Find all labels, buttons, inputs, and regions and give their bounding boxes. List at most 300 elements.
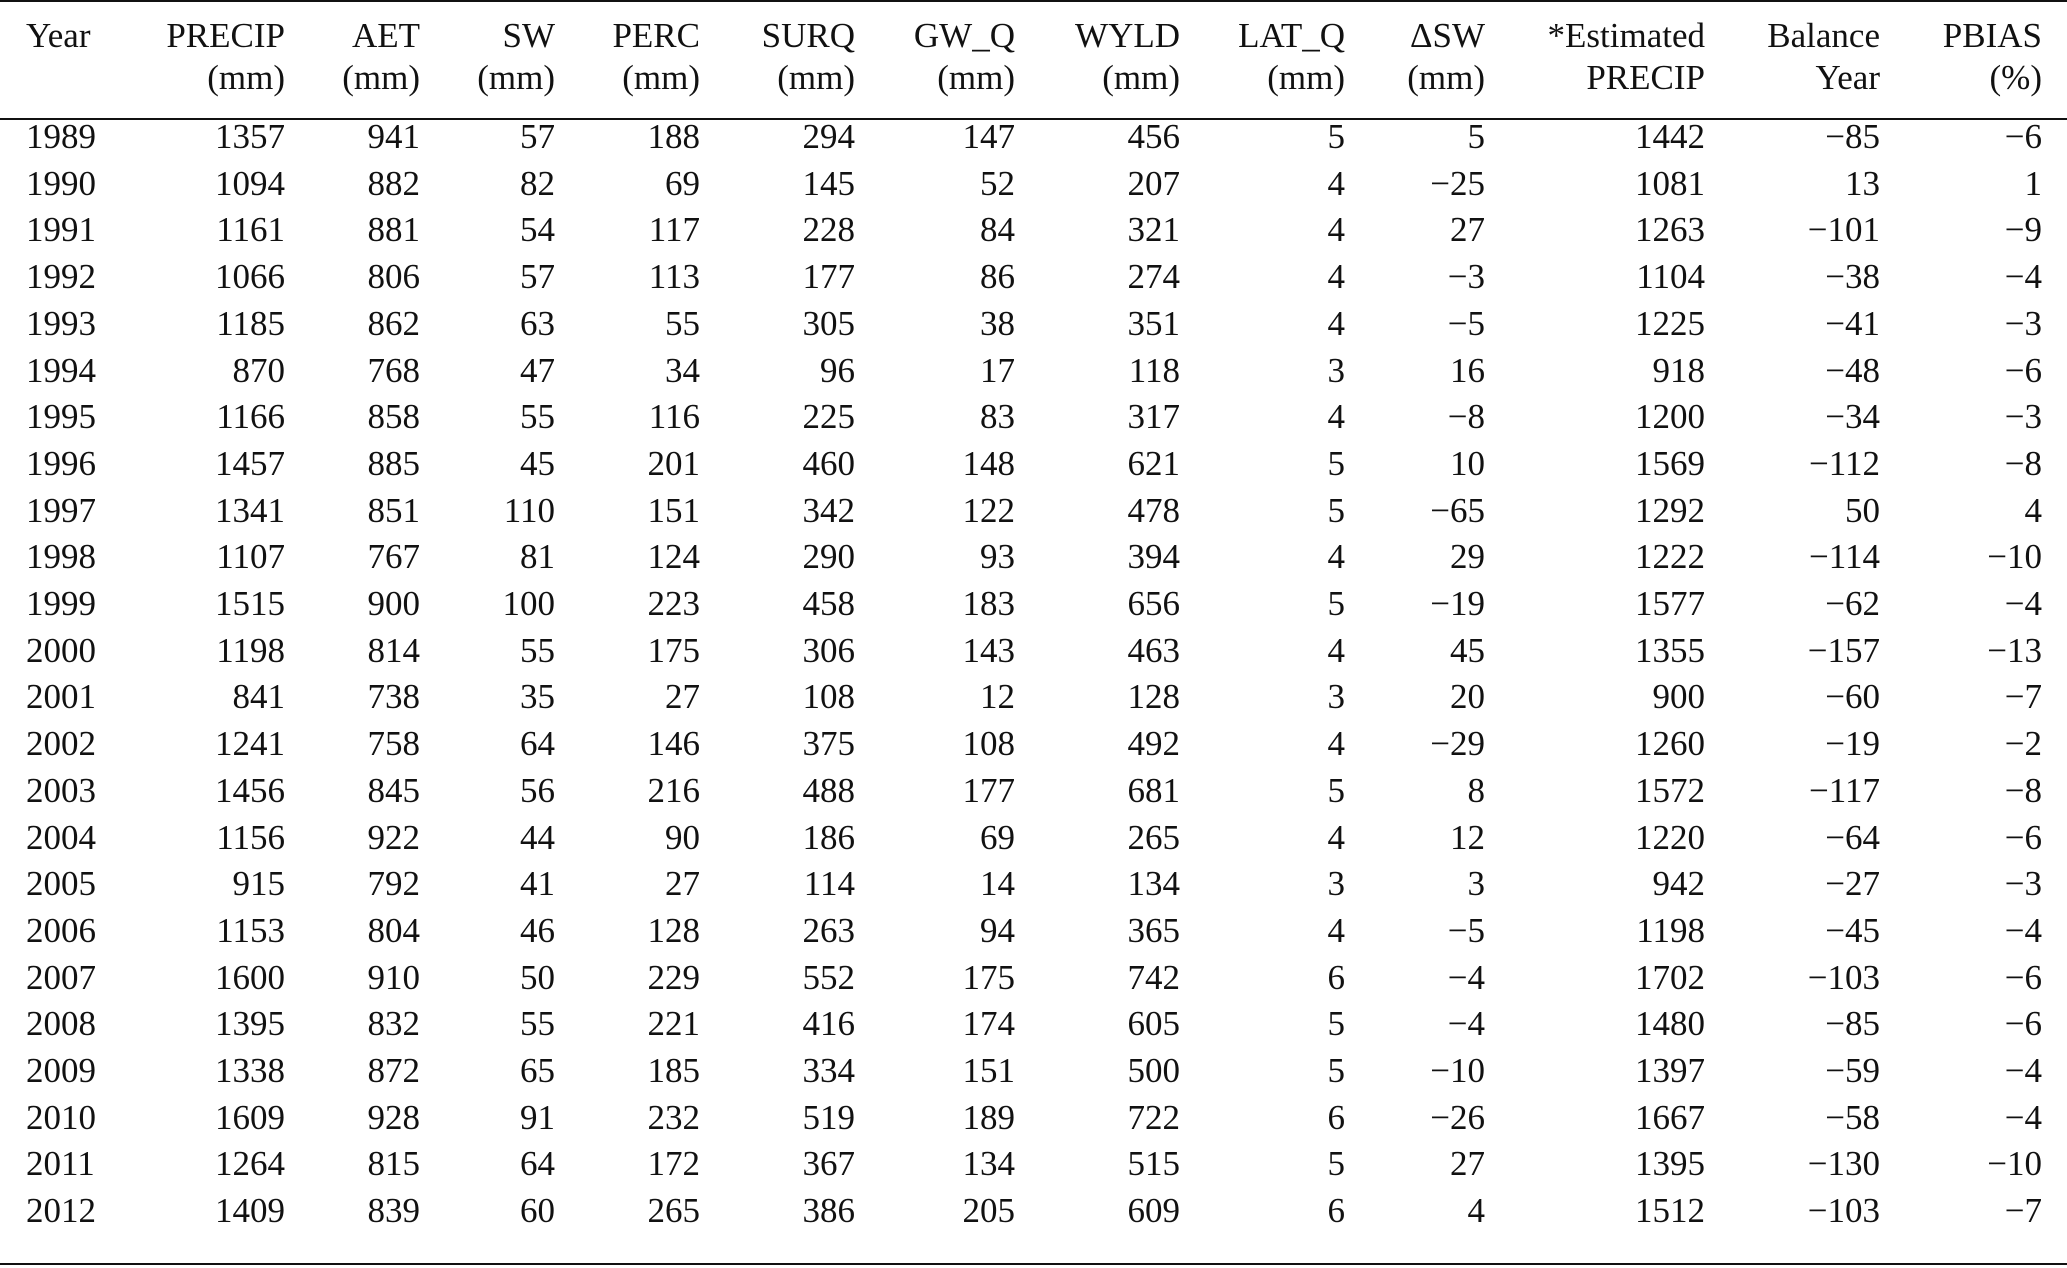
table-cell: 463 (1127, 630, 1180, 670)
table-cell: 1264 (215, 1144, 285, 1184)
table-cell: 1395 (215, 1004, 285, 1044)
table-cell: 681 (1127, 770, 1180, 810)
table-cell: 609 (1127, 1191, 1180, 1231)
table-cell: −27 (1825, 864, 1880, 904)
table-cell: 872 (367, 1051, 420, 1091)
table-cell: 143 (962, 630, 1015, 670)
header-cell-line1: Year (26, 16, 91, 55)
table-cell: −3 (1447, 257, 1485, 297)
table-cell: 1512 (1635, 1191, 1705, 1231)
year-cell: 2006 (26, 910, 96, 950)
header-cell-line2: (mm) (1407, 58, 1485, 97)
table-cell: 124 (647, 537, 700, 577)
table-cell: 738 (367, 677, 420, 717)
table-row (0, 721, 2067, 768)
table-cell: 17 (980, 350, 1015, 390)
table-cell: 6 (1327, 1097, 1345, 1137)
table-cell: 1081 (1635, 163, 1705, 203)
table-cell: 1 (2024, 163, 2042, 203)
table-cell: 858 (367, 397, 420, 437)
table-cell: 4 (1327, 303, 1345, 343)
year-cell: 1994 (26, 350, 96, 390)
table-cell: 500 (1127, 1051, 1180, 1091)
table-cell: −3 (2004, 303, 2042, 343)
table-cell: −6 (2004, 817, 2042, 857)
table-cell: 221 (647, 1004, 700, 1044)
table-cell: 1480 (1635, 1004, 1705, 1044)
table-cell: 342 (802, 490, 855, 530)
table-cell: 134 (962, 1144, 1015, 1184)
table-cell: 56 (520, 770, 555, 810)
table-row (0, 254, 2067, 301)
header-cell-line1: SURQ (761, 16, 855, 55)
header-cell-line2: (mm) (477, 58, 555, 97)
bottom-rule (0, 1263, 2067, 1265)
table-cell: 63 (520, 303, 555, 343)
table-cell: 1600 (215, 957, 285, 997)
table-cell: 60 (520, 1191, 555, 1231)
table-cell: 862 (367, 303, 420, 343)
table-cell: 621 (1127, 443, 1180, 483)
table-cell: −6 (2004, 957, 2042, 997)
table-cell: 228 (802, 210, 855, 250)
year-cell: 2002 (26, 724, 96, 764)
table-row (0, 301, 2067, 348)
table-cell: 55 (665, 303, 700, 343)
year-cell: 1993 (26, 303, 96, 343)
table-cell: −4 (2004, 1051, 2042, 1091)
table-cell: 84 (980, 210, 1015, 250)
year-cell: 2004 (26, 817, 96, 857)
table-row (0, 114, 2067, 161)
table-row (0, 1188, 2067, 1235)
header-cell-line1: PBIAS (1942, 16, 2042, 55)
table-cell: 1569 (1635, 443, 1705, 483)
header-cell-line2: (mm) (1267, 58, 1345, 97)
table-cell: −101 (1807, 210, 1880, 250)
table-cell: 656 (1127, 584, 1180, 624)
table-cell: 177 (962, 770, 1015, 810)
table-cell: 1395 (1635, 1144, 1705, 1184)
table-cell: −4 (1447, 1004, 1485, 1044)
table-cell: 792 (367, 864, 420, 904)
year-cell: 2009 (26, 1051, 96, 1091)
table-cell: 64 (520, 724, 555, 764)
table-cell: 13 (1845, 163, 1880, 203)
table-cell: 841 (232, 677, 285, 717)
table-cell: 885 (367, 443, 420, 483)
table-cell: 100 (502, 584, 555, 624)
header-cell-line1: PRECIP (166, 16, 285, 55)
table-cell: 870 (232, 350, 285, 390)
table-cell: 174 (962, 1004, 1015, 1044)
header-cell-line2: (mm) (342, 58, 420, 97)
table-cell: −10 (1987, 1144, 2042, 1184)
table-cell: −13 (1987, 630, 2042, 670)
table-cell: 1241 (215, 724, 285, 764)
table-cell: 1166 (216, 397, 285, 437)
table-cell: 5 (1467, 117, 1485, 156)
table-cell: −10 (1987, 537, 2042, 577)
table-cell: 492 (1127, 724, 1180, 764)
table-cell: 478 (1127, 490, 1180, 530)
table-cell: 27 (665, 677, 700, 717)
table-cell: 1397 (1635, 1051, 1705, 1091)
table-cell: −4 (2004, 584, 2042, 624)
table-row (0, 441, 2067, 488)
table-row (0, 861, 2067, 908)
table-cell: 1260 (1635, 724, 1705, 764)
table-cell: 134 (1127, 864, 1180, 904)
table-cell: 1222 (1635, 537, 1705, 577)
table-cell: −3 (2004, 864, 2042, 904)
year-cell: 2003 (26, 770, 96, 810)
table-cell: −157 (1807, 630, 1880, 670)
table-cell: 55 (520, 397, 555, 437)
table-cell: 1292 (1635, 490, 1705, 530)
table-cell: 16 (1450, 350, 1485, 390)
table-cell: 216 (647, 770, 700, 810)
table-cell: −117 (1809, 770, 1880, 810)
header-cell-line2: (mm) (622, 58, 700, 97)
table-cell: 55 (520, 630, 555, 670)
table-cell: 839 (367, 1191, 420, 1231)
table-cell: 5 (1327, 117, 1345, 156)
table-cell: 814 (367, 630, 420, 670)
table-cell: −64 (1825, 817, 1880, 857)
table-cell: 605 (1127, 1004, 1180, 1044)
year-cell: 1999 (26, 584, 96, 624)
table-cell: −103 (1807, 1191, 1880, 1231)
table-cell: −4 (2004, 910, 2042, 950)
table-cell: 456 (1127, 117, 1180, 156)
table-cell: 54 (520, 210, 555, 250)
table-cell: 65 (520, 1051, 555, 1091)
table-cell: 1572 (1635, 770, 1705, 810)
year-cell: 2010 (26, 1097, 96, 1137)
table-cell: 113 (648, 257, 700, 297)
table-cell: 64 (520, 1144, 555, 1184)
year-cell: 2001 (26, 677, 96, 717)
table-header (0, 0, 2067, 114)
table-cell: 52 (980, 163, 1015, 203)
table-cell: 4 (1467, 1191, 1485, 1231)
table-cell: 1107 (216, 537, 285, 577)
table-cell: −8 (2004, 770, 2042, 810)
table-row (0, 581, 2067, 628)
table-cell: 44 (520, 817, 555, 857)
table-cell: 552 (802, 957, 855, 997)
table-cell: 882 (367, 163, 420, 203)
table-cell: 334 (802, 1051, 855, 1091)
table-cell: 1702 (1635, 957, 1705, 997)
table-cell: 122 (962, 490, 1015, 530)
table-cell: −26 (1430, 1097, 1485, 1137)
table-cell: 306 (802, 630, 855, 670)
table-cell: −62 (1825, 584, 1880, 624)
table-cell: 922 (367, 817, 420, 857)
table-cell: 375 (802, 724, 855, 764)
table-cell: 83 (980, 397, 1015, 437)
table-cell: 263 (802, 910, 855, 950)
table-cell: 14 (980, 864, 1015, 904)
table-cell: 148 (962, 443, 1015, 483)
table-cell: −38 (1825, 257, 1880, 297)
table-cell: −60 (1825, 677, 1880, 717)
table-cell: 1153 (216, 910, 285, 950)
table-cell: 186 (802, 817, 855, 857)
table-row (0, 394, 2067, 441)
table-cell: −7 (2004, 1191, 2042, 1231)
table-cell: 223 (647, 584, 700, 624)
table-cell: 57 (520, 257, 555, 297)
table-cell: 4 (1327, 910, 1345, 950)
table-cell: 34 (665, 350, 700, 390)
table-cell: 4 (2024, 490, 2042, 530)
table-cell: 50 (520, 957, 555, 997)
table-row (0, 908, 2067, 955)
table-cell: 5 (1327, 1144, 1345, 1184)
table-cell: −59 (1825, 1051, 1880, 1091)
header-cell-line2 (0, 56, 120, 102)
table-cell: −85 (1825, 1004, 1880, 1044)
table-cell: 918 (1652, 350, 1705, 390)
table-cell: −65 (1430, 490, 1485, 530)
table-cell: 183 (962, 584, 1015, 624)
table-row (0, 628, 2067, 675)
table-cell: 1338 (215, 1051, 285, 1091)
table-cell: 50 (1845, 490, 1880, 530)
table-cell: −130 (1807, 1144, 1880, 1184)
table-cell: 46 (520, 910, 555, 950)
table-cell: 881 (367, 210, 420, 250)
table-cell: 4 (1327, 724, 1345, 764)
table-cell: 3 (1327, 677, 1345, 717)
table-cell: 175 (962, 957, 1015, 997)
table-cell: 1409 (215, 1191, 285, 1231)
table-cell: 3 (1327, 350, 1345, 390)
table-cell: 1156 (216, 817, 285, 857)
year-cell: 1991 (26, 210, 96, 250)
table-cell: 832 (367, 1004, 420, 1044)
table-cell: 185 (647, 1051, 700, 1091)
table-cell: 394 (1127, 537, 1180, 577)
table-cell: 4 (1327, 257, 1345, 297)
table-cell: 118 (1128, 350, 1180, 390)
table-row (0, 768, 2067, 815)
table-cell: 81 (520, 537, 555, 577)
table-cell: −2 (2004, 724, 2042, 764)
header-cell-line1: WYLD (1075, 16, 1180, 55)
table-body (0, 114, 2067, 1235)
table-row (0, 534, 2067, 581)
table-cell: −8 (2004, 443, 2042, 483)
year-cell: 1997 (26, 490, 96, 530)
table-cell: 20 (1450, 677, 1485, 717)
year-cell: 1992 (26, 257, 96, 297)
table-cell: 128 (647, 910, 700, 950)
table-cell: −5 (1447, 303, 1485, 343)
table-cell: −19 (1430, 584, 1485, 624)
table-cell: 722 (1127, 1097, 1180, 1137)
header-cell-line2: (mm) (1102, 58, 1180, 97)
table-cell: −34 (1825, 397, 1880, 437)
table-cell: 1263 (1635, 210, 1705, 250)
table-cell: 41 (520, 864, 555, 904)
table-cell: 758 (367, 724, 420, 764)
table-cell: 274 (1127, 257, 1180, 297)
table-cell: 29 (1450, 537, 1485, 577)
table-cell: 146 (647, 724, 700, 764)
table-cell: 45 (1450, 630, 1485, 670)
header-cell-line2: PRECIP (1586, 58, 1705, 97)
table-cell: 151 (647, 490, 700, 530)
table-row (0, 1048, 2067, 1095)
table-cell: −45 (1825, 910, 1880, 950)
table-cell: 55 (520, 1004, 555, 1044)
table-cell: −48 (1825, 350, 1880, 390)
table-cell: 4 (1327, 630, 1345, 670)
table-cell: 108 (962, 724, 1015, 764)
table-cell: 4 (1327, 817, 1345, 857)
table-row (0, 348, 2067, 395)
table-cell: 1341 (215, 490, 285, 530)
table-cell: −41 (1825, 303, 1880, 343)
table-cell: 93 (980, 537, 1015, 577)
table-cell: 1442 (1635, 117, 1705, 156)
table-row (0, 955, 2067, 1002)
year-cell: 1989 (26, 117, 96, 156)
table-cell: 4 (1327, 210, 1345, 250)
header-cell-line1: AET (351, 16, 420, 55)
table-cell: −103 (1807, 957, 1880, 997)
table-cell: −3 (2004, 397, 2042, 437)
year-cell: 2008 (26, 1004, 96, 1044)
table-cell: 3 (1467, 864, 1485, 904)
table-row (0, 207, 2067, 254)
table-cell: 12 (980, 677, 1015, 717)
table-cell: −25 (1430, 163, 1485, 203)
table-cell: 386 (802, 1191, 855, 1231)
header-cell-line1: LAT_Q (1238, 16, 1345, 55)
table-cell: 201 (647, 443, 700, 483)
header-cell-line1: ΔSW (1409, 16, 1485, 55)
table-cell: −4 (2004, 1097, 2042, 1137)
table-row (0, 161, 2067, 208)
table-cell: 460 (802, 443, 855, 483)
table-cell: 232 (647, 1097, 700, 1137)
year-cell: 2011 (26, 1144, 95, 1184)
table-cell: 804 (367, 910, 420, 950)
table-cell: −10 (1430, 1051, 1485, 1091)
table-cell: 205 (962, 1191, 1015, 1231)
header-gap (0, 102, 2067, 114)
table-cell: 6 (1327, 1191, 1345, 1231)
table-cell: 45 (520, 443, 555, 483)
table-cell: 177 (802, 257, 855, 297)
table-cell: 35 (520, 677, 555, 717)
table-cell: 851 (367, 490, 420, 530)
table-cell: 94 (980, 910, 1015, 950)
table-cell: 69 (980, 817, 1015, 857)
table-cell: −112 (1809, 443, 1880, 483)
table-cell: 265 (647, 1191, 700, 1231)
table-cell: −5 (1447, 910, 1485, 950)
year-cell: 2000 (26, 630, 96, 670)
table-cell: 108 (802, 677, 855, 717)
table-cell: 910 (367, 957, 420, 997)
table-cell: 900 (367, 584, 420, 624)
table-cell: 290 (802, 537, 855, 577)
table-cell: 12 (1450, 817, 1485, 857)
table-cell: 806 (367, 257, 420, 297)
table-row (0, 1141, 2067, 1188)
table-cell: 5 (1327, 770, 1345, 810)
table-row (0, 1095, 2067, 1142)
table-cell: 4 (1327, 163, 1345, 203)
table-cell: −19 (1825, 724, 1880, 764)
table-cell: 5 (1327, 1051, 1345, 1091)
table-cell: 47 (520, 350, 555, 390)
year-cell: 1990 (26, 163, 96, 203)
table-row (0, 815, 2067, 862)
header-cell-line1: GW_Q (913, 16, 1015, 55)
table-cell: 1456 (215, 770, 285, 810)
header-cell-line1: PERC (612, 16, 700, 55)
header-cell-line2: (mm) (937, 58, 1015, 97)
table-cell: −9 (2004, 210, 2042, 250)
table-cell: 458 (802, 584, 855, 624)
table-cell: 1225 (1635, 303, 1705, 343)
table-cell: −6 (2004, 1004, 2042, 1044)
table-cell: 768 (367, 350, 420, 390)
table-cell: 416 (802, 1004, 855, 1044)
table-cell: 114 (803, 864, 855, 904)
table-cell: −4 (1447, 957, 1485, 997)
table-row (0, 1001, 2067, 1048)
header-cell-line1: Balance (1767, 16, 1880, 55)
table-cell: 8 (1467, 770, 1485, 810)
table-cell: 147 (962, 117, 1015, 156)
year-cell: 1996 (26, 443, 96, 483)
table-cell: 1667 (1635, 1097, 1705, 1137)
header-cell-line1: SW (502, 16, 555, 55)
table-cell: 90 (665, 817, 700, 857)
table-cell: 1200 (1635, 397, 1705, 437)
table-cell: 815 (367, 1144, 420, 1184)
table-cell: 1198 (216, 630, 285, 670)
header-cell-line2: Year (1815, 58, 1880, 97)
table-row (0, 674, 2067, 721)
table-cell: 188 (647, 117, 700, 156)
table-cell: 1198 (1636, 910, 1705, 950)
table-cell: 116 (648, 397, 700, 437)
table-cell: −114 (1809, 537, 1880, 577)
table-cell: 1609 (215, 1097, 285, 1137)
table-cell: 10 (1450, 443, 1485, 483)
table-cell: 86 (980, 257, 1015, 297)
table-cell: 27 (665, 864, 700, 904)
table-cell: 1094 (215, 163, 285, 203)
table-cell: 365 (1127, 910, 1180, 950)
table-cell: 1577 (1635, 584, 1705, 624)
table-cell: 900 (1652, 677, 1705, 717)
header-cell-line1: *Estimated (1547, 16, 1705, 55)
table-cell: 317 (1127, 397, 1180, 437)
table-cell: 5 (1327, 584, 1345, 624)
table-cell: 5 (1327, 443, 1345, 483)
table-cell: −8 (1447, 397, 1485, 437)
